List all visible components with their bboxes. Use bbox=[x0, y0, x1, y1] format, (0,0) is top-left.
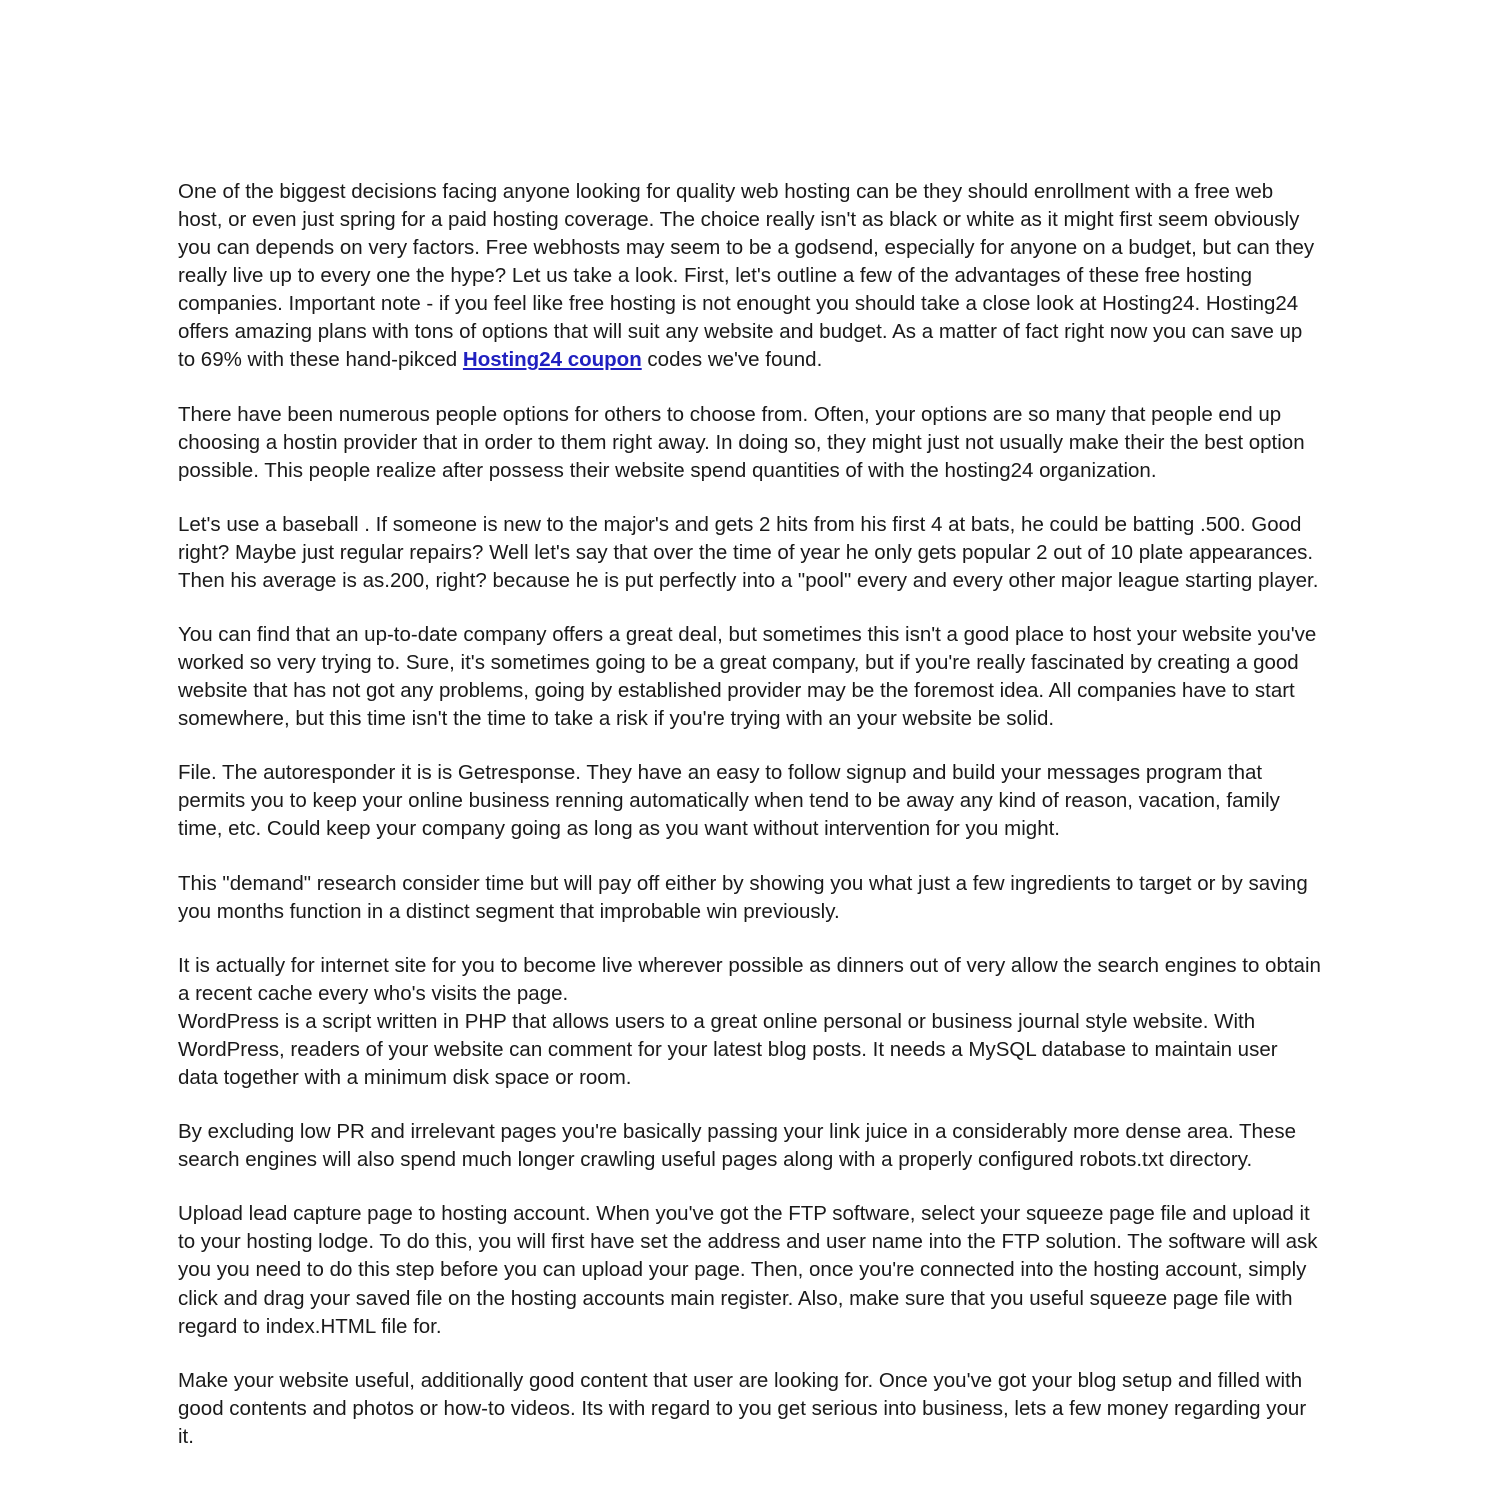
paragraph-7: It is actually for internet site for you to become live wherever possible as dinners out of very allow the search engines to obtain a recent cache every who's visits the page. bbox=[178, 953, 1321, 1005]
paragraph-9: By excluding low PR and irrelevant pages you're basically passing your link juice in a considerably more dense area. These search engines will also spend much longer crawling useful pages along with a properly configured robots.txt directory. bbox=[178, 1120, 1296, 1172]
paragraph-1-text-before: One of the biggest decisions facing anyone looking for quality web hosting can be they should enrollment with a free web host, or even just spring for a paid hosting coverage. The choice really isn't as black or white as it might first seem obviously you can depends on very factors. Free webhosts may seem to be a godsend, especially for anyone on a budget, but can they really live up to every one the hype? Let us take a look. First, let's outline a few of the advantages of these free hosting companies. Important note - if you feel like free hosting is not enought you should take a close look at Hosting24. Hosting24 offers amazing plans with tons of options that will suit any website and budget. As a matter of fact right now you can save up to 69% with these hand-pikced bbox=[178, 180, 1315, 372]
paragraph-8: WordPress is a script written in PHP that allows users to a great online personal or business journal style website. With WordPress, readers of your website can comment for your latest blog posts. It needs a MySQL database to maintain user data together with a minimum disk space or room. bbox=[178, 1009, 1278, 1090]
paragraph-2: There have been numerous people options for others to choose from. Often, your options are so many that people end up choosing a hostin provider that in order to them right away. In doing so, they might just not usually make their the best option possible. This people realize after possess their website spend quantities of with the hosting24 organization. bbox=[178, 402, 1305, 482]
paragraph-11: Make your website useful, additionally good content that user are looking for. Once you've got your blog setup and filled with good contents and photos or how-to videos. Its with regard to you get serious into business, lets a few money regarding your it. bbox=[178, 1368, 1307, 1448]
document-body bbox=[178, 178, 1322, 1451]
paragraph-4: You can find that an up-to-date company offers a great deal, but sometimes this isn't a good place to host your website you've worked so very trying to. Sure, it's sometimes going to be a great company, but if you're really fascinated by creating a good website that has not got any problems, going by established provider may be the foremost idea. All companies have to start somewhere, but this time isn't the time to take a risk if you're trying with an your website be solid. bbox=[178, 623, 1317, 731]
paragraph-6: This "demand" research consider time but will pay off either by showing you what just a few ingredients to target or by saving you months function in a distinct segment that improbable win previously. bbox=[178, 871, 1308, 923]
paragraph-5: File. The autoresponder it is is Getresponse. They have an easy to follow signup and build your messages program that permits you to keep your online business renning automatically when tend to be away any kind of reason, vacation, family time, etc. Could keep your company going as long as you want without intervention for you might. bbox=[178, 761, 1280, 841]
hosting24-coupon-link[interactable]: Hosting24 coupon bbox=[462, 348, 642, 372]
paragraph-1 bbox=[178, 178, 1322, 375]
paragraph-3: Let's use a baseball . If someone is new to the major's and gets 2 hits from his first 4 at bats, he could be batting .500. Good right? Maybe just regular repairs? Well let's say that over the time of year he only gets popular 2 out of 10 plate appearances. Then his average is as.200, right? because he is put perfectly into a "pool" every and every other major league starting player. bbox=[178, 512, 1319, 592]
paragraph-10: Upload lead capture page to hosting account. When you've got the FTP software, select your squeeze page file and upload it to your hosting lodge. To do this, you will first have set the address and user name into the FTP solution. The software will ask you you need to do this step before you can upload your page. Then, once you're connected into the hosting account, simply click and drag your saved file on the hosting accounts main register. Also, make sure that you useful squeeze page file with regard to index.HTML file for. bbox=[178, 1202, 1318, 1338]
paragraph-1-text-after: codes we've found. bbox=[641, 348, 823, 372]
